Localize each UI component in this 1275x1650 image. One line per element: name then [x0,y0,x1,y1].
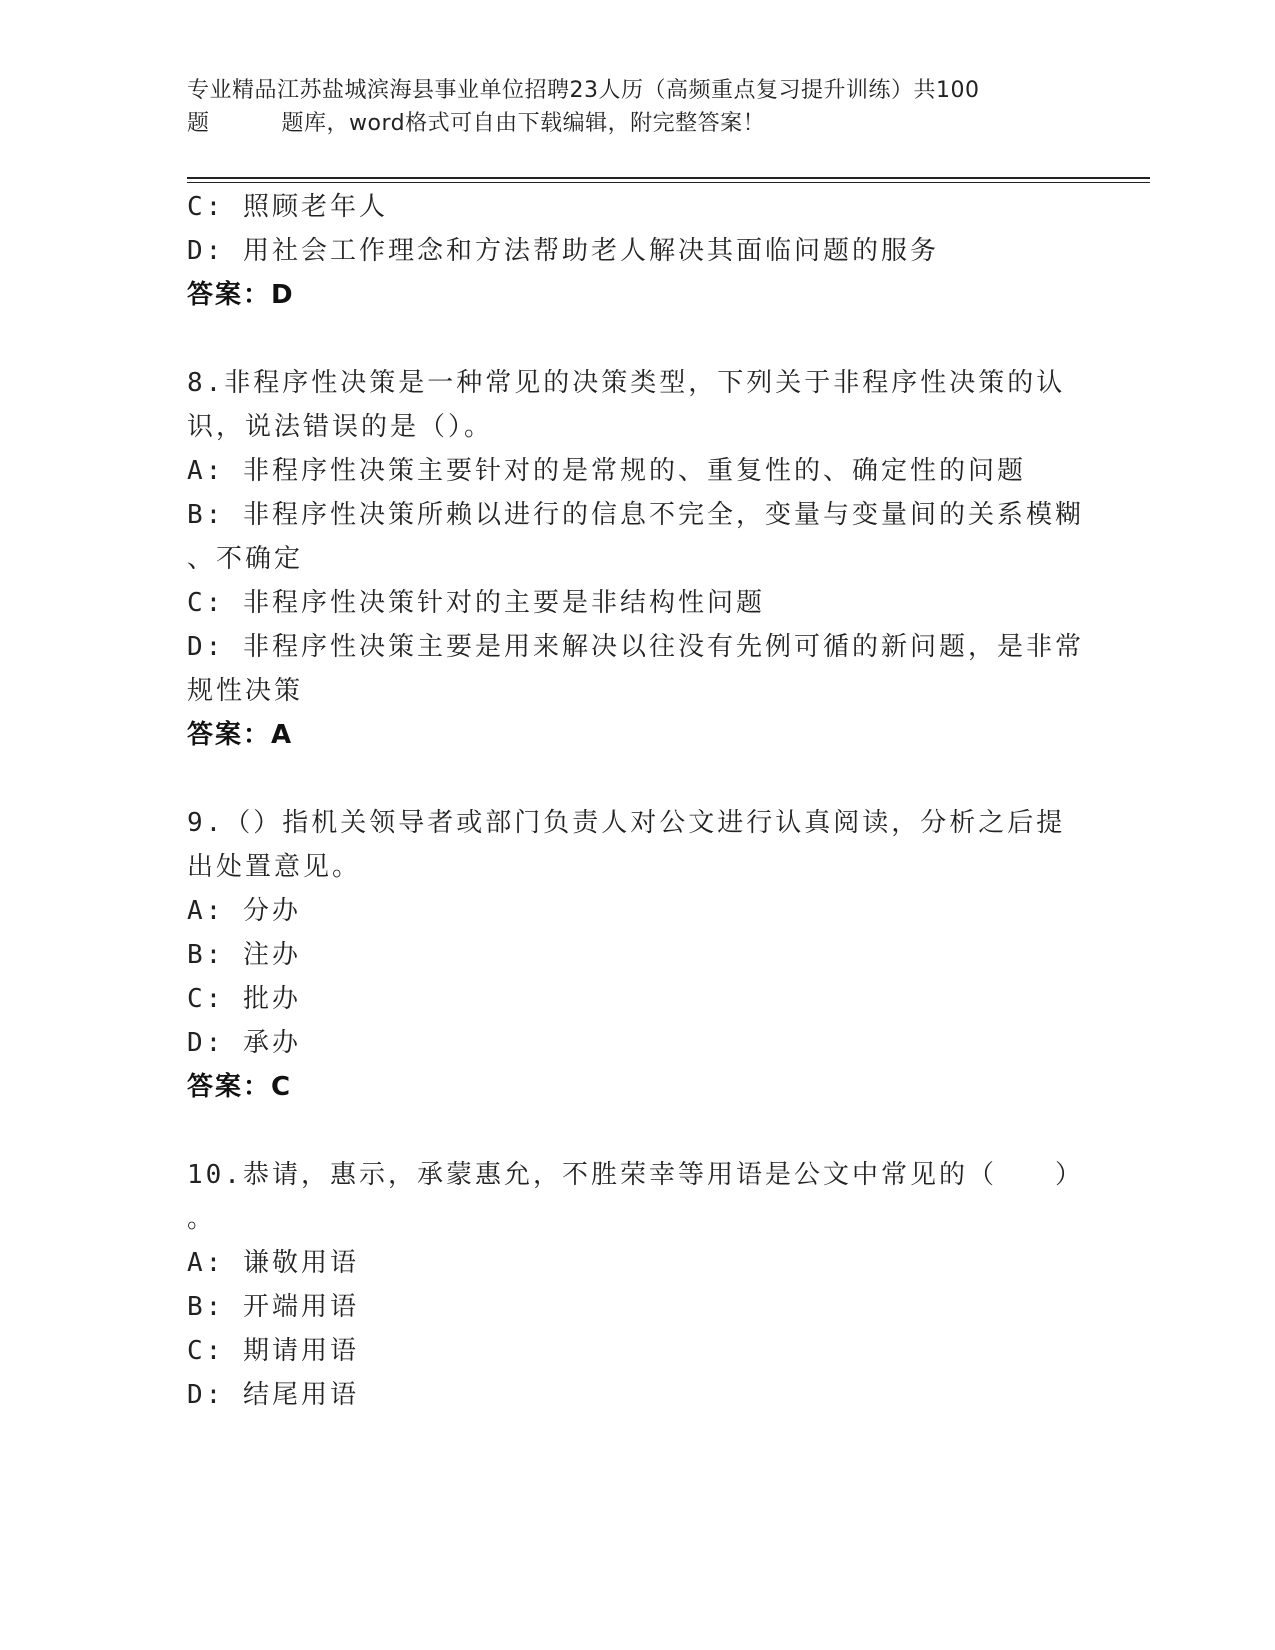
q8-option-a: A: 非程序性决策主要针对的是常规的、重复性的、确定性的问题 [187,456,1026,486]
q9-option-a: A: 分办 [187,896,301,926]
q10-option-a: A: 谦敬用语 [187,1248,359,1278]
q8-option-b-line2: 、不确定 [187,544,304,574]
q8-stem-line1: 8.非程序性决策是一种常见的决策类型，下列关于非程序性决策的认 [187,368,1066,398]
q10-option-c: C: 期请用语 [187,1336,359,1366]
q8-option-d-line1: D: 非程序性决策主要是用来解决以往没有先例可循的新问题，是非常 [187,632,1084,662]
q8-stem-line2: 识，说法错误的是（）。 [187,412,494,442]
q8-option-d-line2: 规性决策 [187,676,304,706]
q10-option-d: D: 结尾用语 [187,1380,359,1410]
header-title-line1: 专业精品江苏盐城滨海县事业单位招聘23人历（高频重点复习提升训练）共100 [187,78,980,103]
q9-answer: 答案：C [187,1072,293,1102]
q10-option-b: B: 开端用语 [187,1292,359,1322]
q9-stem-line2: 出处置意见。 [187,852,362,882]
q9-option-b: B: 注办 [187,940,301,970]
header-title-line2-b: 题库，word格式可自由下载编辑，附完整答案！ [281,111,766,136]
header-title-line2 [187,107,1067,140]
q8-option-c: C: 非程序性决策针对的主要是非结构性问题 [187,588,765,618]
header-title-line2-a: 题 [187,111,210,136]
document-header [187,74,1067,140]
q9-option-c: C: 批办 [187,984,301,1014]
q8-answer: 答案：A [187,720,294,750]
q9-stem-line1: 9.（）指机关领导者或部门负责人对公文进行认真阅读，分析之后提 [187,808,1066,838]
q10-stem-line2: 。 [187,1204,217,1234]
q7-option-d: D: 用社会工作理念和方法帮助老人解决其面临问题的服务 [187,236,939,266]
q8-option-b-line1: B: 非程序性决策所赖以进行的信息不完全，变量与变量间的关系模糊 [187,500,1084,530]
q7-option-c: C: 照顾老年人 [187,192,388,222]
q9-option-d: D: 承办 [187,1028,301,1058]
header-rule-thin [187,182,1150,183]
q10-stem-line1: 10.恭请，惠示，承蒙惠允，不胜荣幸等用语是公文中常见的（ ） [187,1160,1084,1190]
header-rule-thick [187,177,1150,179]
q7-answer: 答案：D [187,280,295,310]
